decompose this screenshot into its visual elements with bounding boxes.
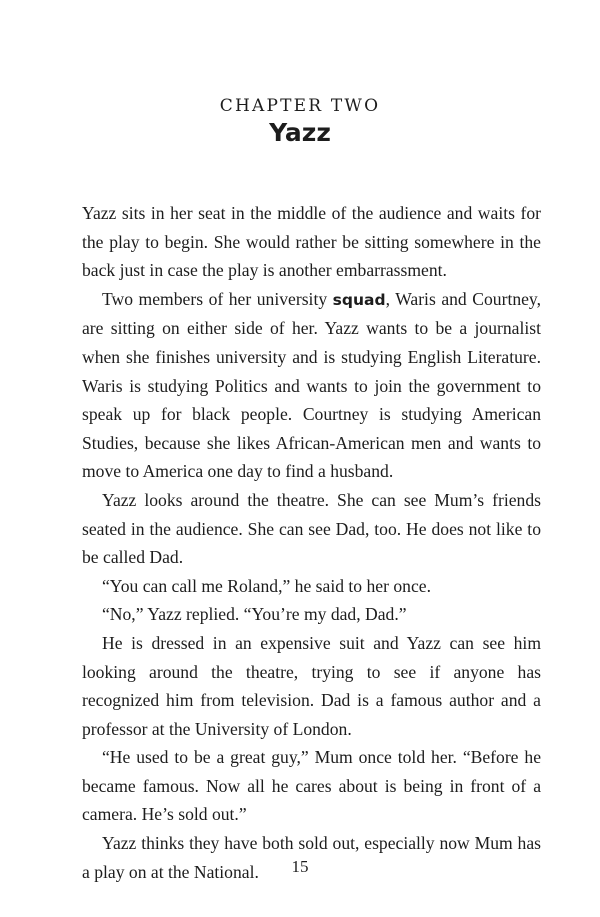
- chapter-label: CHAPTER TWO: [219, 96, 381, 116]
- paragraph-1: Yazz sits in her seat in the middle of the audience and waits for the play to begin. She would rather be sitting somewhere in the back just in case the play is another embarrassment.: [82, 203, 541, 281]
- paragraph-2: [82, 285, 541, 486]
- page-number: 15: [291, 857, 309, 876]
- paragraph-2-before: Two members of her university: [102, 288, 333, 309]
- chapter-body: [82, 199, 541, 886]
- paragraph-6: He is dressed in an expensive suit and Yazz can see him looking around the theatre, trying to see if anyone has recognized him from television. Dad is a famous author and a professor at the University of London.: [82, 632, 541, 739]
- paragraph-3: Yazz looks around the theatre. She can see Mum’s friends seated in the audience. She can see Dad, too. He does not like to be called Dad.: [82, 489, 541, 568]
- paragraph-4: “You can call me Roland,” he said to her once.: [102, 575, 431, 596]
- paragraph-2-after: , Waris and Courtney, are sitting on either side of her. Yazz wants to be a journalist when she finishes university and is studying English Literature. Waris is studying Politics and wants to join the government to speak up for black people. Courtney is studying American Studies, because she likes African-American men and wants to move to America one day to find a husband.: [82, 288, 541, 482]
- chapter-title: Yazz: [269, 118, 331, 147]
- paragraph-7: “He used to be a great guy,” Mum once told her. “Before he became famous. Now all he cares about is being in front of a camera. He’s sold out.”: [82, 747, 541, 825]
- paragraph-5: “No,” Yazz replied. “You’re my dad, Dad.”: [102, 604, 407, 625]
- glossary-keyword: squad: [332, 290, 386, 309]
- paragraph-8: Yazz thinks they have both sold out, especially now Mum has a play on at the National.: [82, 833, 541, 882]
